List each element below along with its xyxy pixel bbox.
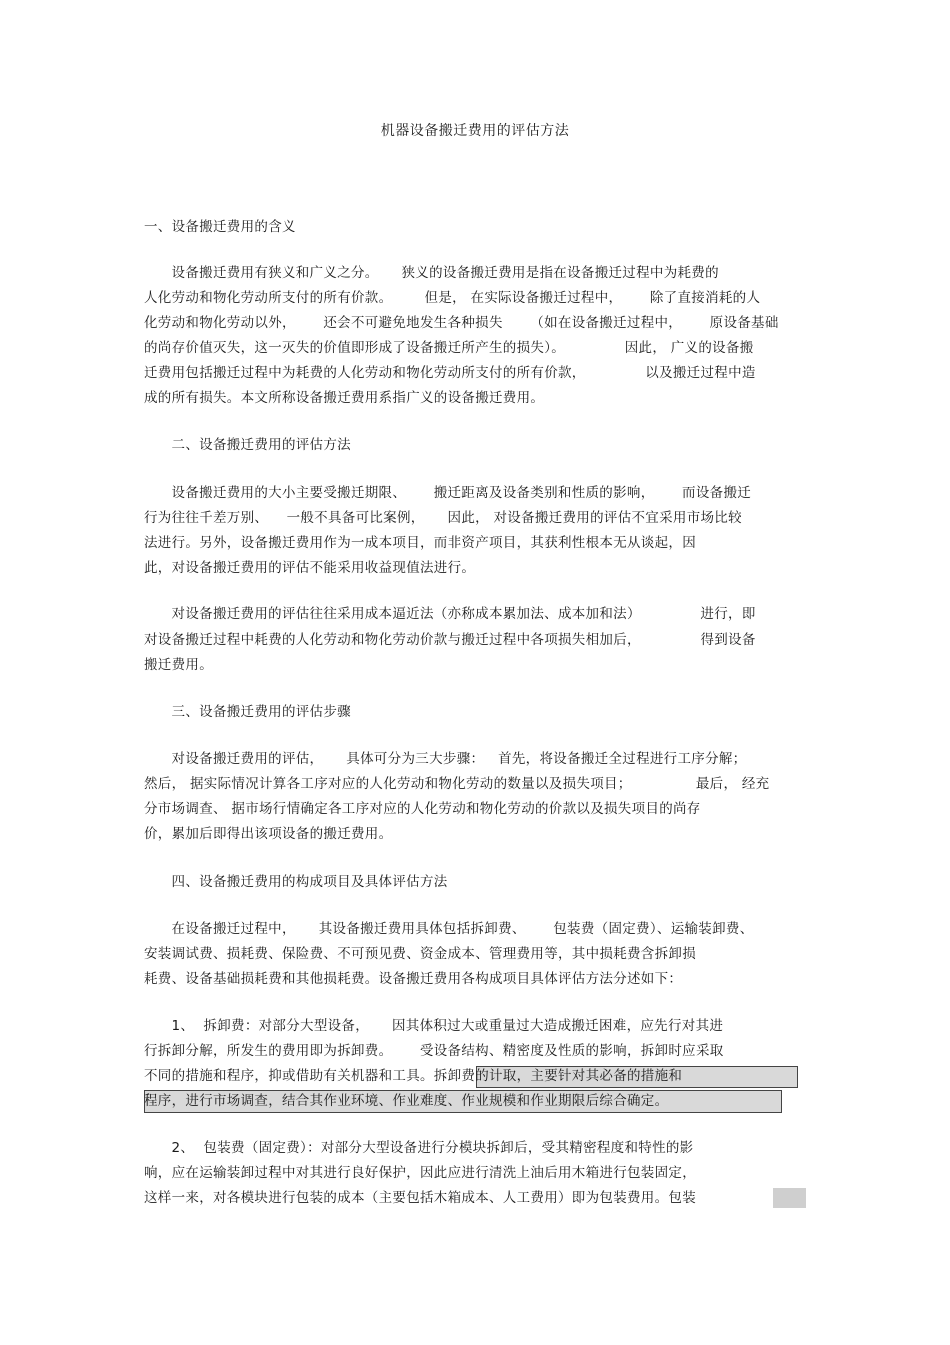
sec3-line: 价，累加后即得出该项设备的搬迁费用。 [144, 826, 393, 842]
sec2-line: 搬迁费用。 [144, 657, 213, 673]
item1-line: 程序，进行市场调查，结合其作业环境、作业难度、作业规模和作业期限后综合确定。 [144, 1093, 669, 1109]
document-title: 机器设备搬迁费用的评估方法 [380, 123, 570, 139]
sec1-line: 化劳动和物化劳动以外， 还会不可避免地发生各种损失 （如在设备搬迁过程中， 原设备基础 [144, 315, 779, 331]
sec2-line: 对设备搬迁费用的评估往往采用成本逼近法（亦称成本累加法、成本加和法） 进行，即 [144, 606, 756, 622]
item1-line: 行拆卸分解，所发生的费用即为拆卸费。 受设备结构、精密度及性质的影响，拆卸时应采取 [144, 1043, 724, 1059]
item2-line: 2、 包装费（固定费）：对部分大型设备进行分模块拆卸后，受其精密程度和特性的影 [144, 1140, 694, 1156]
sec2-line: 对设备搬迁过程中耗费的人化劳动和物化劳动价款与搬迁过程中各项损失相加后， 得到设备 [144, 632, 756, 648]
sec3-line: 然后， 据实际情况计算各工序对应的人化劳动和物化劳动的数量以及损失项目； 最后， 经充 [144, 776, 770, 792]
sec2-line: 法进行。另外，设备搬迁费用作为一成本项目，而非资产项目，其获利性根本无从谈起，因 [144, 535, 696, 551]
sec2-line: 此，对设备搬迁费用的评估不能采用收益现值法进行。 [144, 560, 476, 576]
item2-line: 这样一来，对各模块进行包装的成本（主要包括木箱成本、人工费用）即为包装费用。包装 [144, 1190, 696, 1206]
section-heading-2: 二、设备搬迁费用的评估方法 [144, 437, 351, 453]
item2-line: 响，应在运输装卸过程中对其进行良好保护，因此应进行清洗上油后用木箱进行包装固定， [144, 1165, 696, 1181]
sec1-line: 人化劳动和物化劳动所支付的所有价款。 但是， 在实际设备搬迁过程中， 除了直接消耗的人 [144, 290, 761, 306]
sec2-line: 行为往往千差万别、 一般不具备可比案例， 因此， 对设备搬迁费用的评估不宜采用市场比较 [144, 510, 742, 526]
item1-line: 不同的措施和程序，抑或借助有关机器和工具。拆卸费的计取，主要针对其必备的措施和 [144, 1068, 683, 1084]
sec1-line: 设备搬迁费用有狭义和广义之分。 狭义的设备搬迁费用是指在设备搬迁过程中为耗费的 [144, 265, 719, 281]
sec1-line: 迁费用包括搬迁过程中为耗费的人化劳动和物化劳动所支付的所有价款， 以及搬迁过程中造 [144, 365, 756, 381]
gray-block [773, 1188, 806, 1208]
sec3-line: 分市场调查、 据市场行情确定各工序对应的人化劳动和物化劳动的价款以及损失项目的尚存 [144, 801, 701, 817]
item1-line: 1、 拆卸费：对部分大型设备， 因其体积过大或重量过大造成搬迁困难，应先行对其进 [144, 1018, 724, 1034]
section-heading-1: 一、设备搬迁费用的含义 [144, 219, 296, 235]
sec2-line: 设备搬迁费用的大小主要受搬迁期限、 搬迁距离及设备类别和性质的影响， 而设备搬迁 [144, 485, 752, 501]
section-heading-3: 三、设备搬迁费用的评估步骤 [144, 704, 351, 720]
sec1-line: 成的所有损失。本文所称设备搬迁费用系指广义的设备搬迁费用。 [144, 390, 545, 406]
sec4-line: 安装调试费、损耗费、保险费、不可预见费、资金成本、管理费用等，其中损耗费含拆卸损 [144, 946, 696, 962]
sec4-line: 在设备搬迁过程中， 其设备搬迁费用具体包括拆卸费、 包装费（固定费）、运输装卸费、 [144, 921, 754, 937]
sec4-line: 耗费、设备基础损耗费和其他损耗费。设备搬迁费用各构成项目具体评估方法分述如下： [144, 971, 683, 987]
sec1-line: 的尚存价值灭失，这一灭失的价值即形成了设备搬迁所产生的损失）。 因此， 广义的设备搬 [144, 340, 754, 356]
section-heading-4: 四、设备搬迁费用的构成项目及具体评估方法 [144, 874, 448, 890]
sec3-line: 对设备搬迁费用的评估， 具体可分为三大步骤： 首先，将设备搬迁全过程进行工序分解； [144, 751, 747, 767]
